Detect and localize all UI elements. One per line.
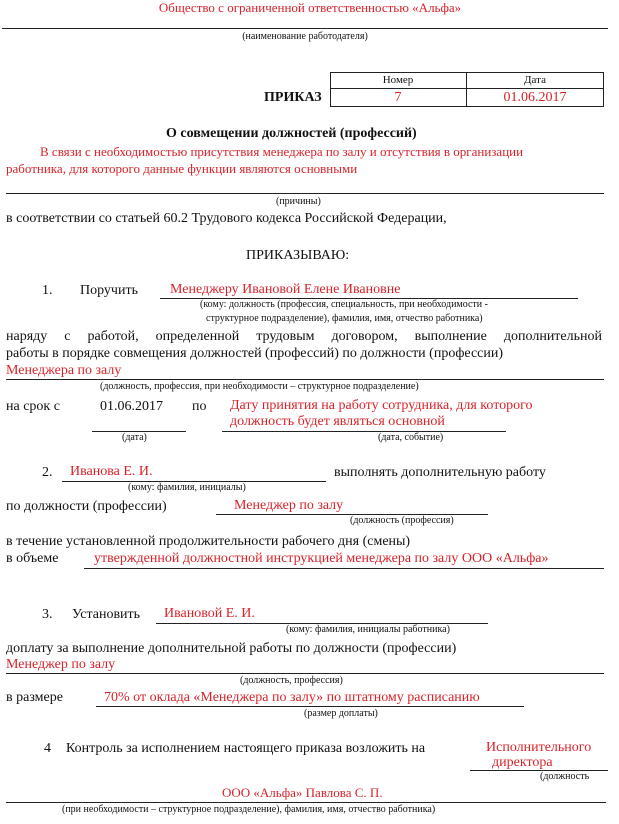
item3-amount-underline [96,706,524,707]
item2-number: 2. [42,465,53,480]
item1-text-2: работы в порядке совмещения должностей (профессий) по должности (профессии) [6,346,504,361]
number-header: Номер [382,74,414,86]
item1-number: 1. [42,283,53,298]
reason-underline [6,193,604,194]
item2-position-label: по должности (профессии) [6,499,167,514]
table-divider [330,88,604,89]
item1-date-event-caption: (дата, событие) [378,432,444,443]
item4-number: 4 [44,741,51,756]
item3-position: Менеджер по залу [6,657,116,672]
item1-to-label: по [192,399,207,414]
item1-assignee: Менеджеру Ивановой Елене Ивановне [170,282,401,297]
item4-person: ООО «Альфа» Павлова С. П. [222,785,383,800]
item1-date-caption: (дата) [122,432,147,443]
item2-volume: утвержденной должностной инструкцией менеджера по залу ООО «Альфа» [94,551,549,566]
item4-position-line-1: Исполнительного [486,740,592,755]
company-underline [2,28,608,29]
item4-person-underline [6,802,606,803]
item4-position-line-2: директора [492,755,553,770]
item1-position-underline [6,379,604,380]
item2-action: выполнять дополнительную работу [334,465,546,480]
legal-basis: в соответствии со статьей 60.2 Трудового кодекса Российской Федерации, [6,211,447,226]
order-word: ПРИКАЗЫВАЮ: [246,248,350,263]
reason-line-2: работника, для которого данные функции являются основными [6,161,358,176]
item3-text: доплату за выполнение дополнительной работы по должности (профессии) [6,641,457,656]
item4-text: Контроль за исполнением настоящего приказа возложить на [66,741,426,756]
item1-position-caption: (должность, профессия, при необходимости – структурное подразделение) [100,381,419,392]
item2-volume-label: в объеме [6,551,59,566]
item3-amount: 70% от оклада «Менеджера по залу» по штатному расписанию [104,690,480,705]
item1-end-line-2: должность будет являться основной [230,414,445,429]
item2-position-caption: (должность (профессия) [350,515,454,526]
item1-caption-2: структурное подразделение), фамилия, имя, отчество работника) [206,313,483,324]
item1-end-underline [222,431,506,432]
item1-end-line-1: Дату принятия на работу сотрудника, для которого [230,398,533,413]
item3-verb: Установить [72,607,141,622]
item2-position: Менеджер по залу [234,498,344,513]
item2-person: Иванова Е. И. [70,464,153,479]
item3-amount-label: в размере [6,690,63,705]
reason-line-1: В связи с необходимостью присутствия менеджера по залу и отсутствия в организации [40,144,524,159]
item2-text: в течение установленной продолжительности рабочего дня (смены) [6,534,411,549]
item1-caption-1: (кому: должность (профессия, специальность, при необходимости - [200,299,488,310]
reason-caption: (причины) [276,196,321,207]
item1-term-label: на срок с [6,399,60,414]
item1-position: Менеджера по залу [6,363,122,378]
order-subject: О совмещении должностей (профессий) [166,126,417,141]
order-title: ПРИКАЗ [264,90,322,105]
item2-volume-underline [84,568,604,569]
order-number: 7 [394,90,402,105]
date-header: Дата [524,74,546,86]
item3-amount-caption: (размер доплаты) [304,708,378,719]
item1-start-date: 01.06.2017 [100,399,163,414]
item3-person-caption: (кому: фамилия, инициалы работника) [286,624,450,635]
company-caption: (наименование работодателя) [242,31,368,42]
item1-text-1: наряду с работой, определенной трудовым договором, выполнение дополнительной [6,329,602,344]
company-name: Общество с ограниченной ответственностью «Альфа» [158,0,462,15]
item4-person-caption: (при необходимости – структурное подразделение), фамилия, имя, отчество работника) [62,804,436,815]
item4-position-caption: (должность [540,771,590,782]
item3-person: Ивановой Е. И. [164,606,255,621]
item3-number: 3. [42,607,53,622]
item2-person-caption: (кому: фамилия, инициалы) [128,482,246,493]
item3-position-underline [6,673,604,674]
item3-position-caption: (должность, профессия) [240,675,343,686]
item1-verb: Поручить [80,283,138,298]
order-date: 01.06.2017 [503,90,567,105]
